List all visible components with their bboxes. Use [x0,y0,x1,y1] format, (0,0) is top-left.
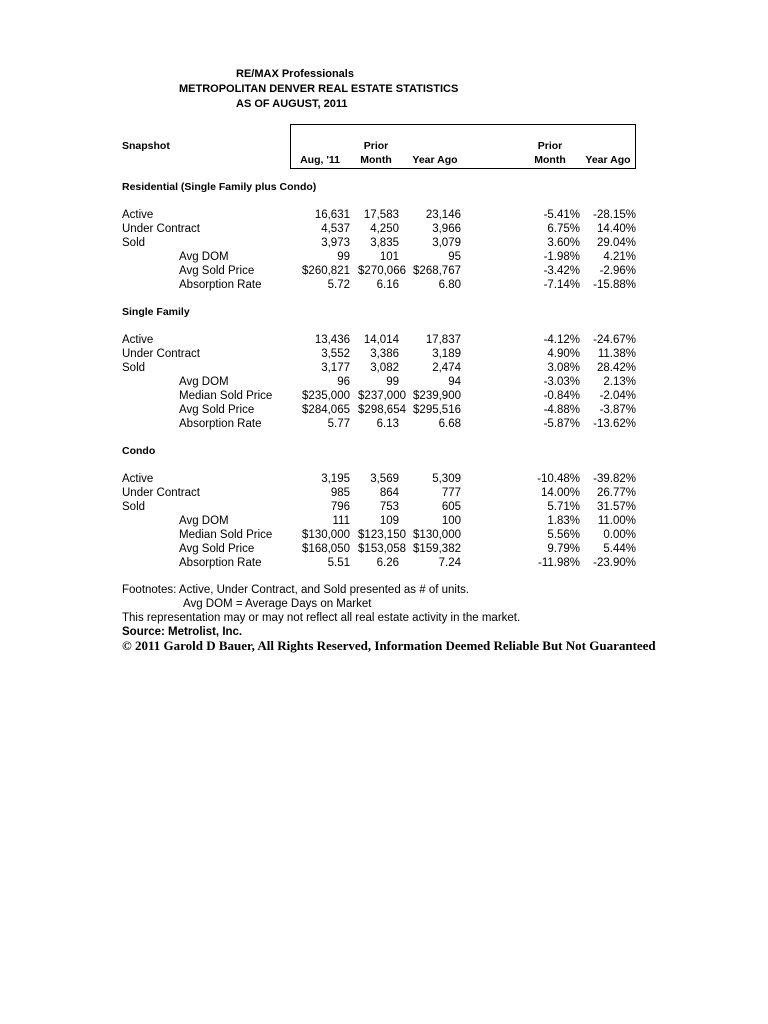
cell-pct-prior: 14.00% [540,487,580,499]
cell-pct-year: 2.13% [603,376,636,388]
cell-year: $159,382 [413,543,461,555]
row-label: Avg DOM [179,251,229,263]
cell-prior: 14,014 [363,334,399,346]
footnote-avg-dom: Avg DOM = Average Days on Market [183,598,372,610]
row-label: Absorption Rate [179,418,262,430]
cell-pct-year: -2.96% [599,265,636,277]
cell-prior: 864 [379,487,399,499]
cell-aug: 5.51 [327,557,350,569]
cell-pct-prior: -0.84% [543,390,580,402]
cell-year: $239,900 [413,390,461,402]
cell-prior: 99 [386,376,399,388]
cell-pct-prior: 6.75% [547,223,580,235]
cell-pct-year: 28.42% [596,362,636,374]
cell-pct-prior: -4.88% [543,404,580,416]
cell-aug: 3,973 [321,237,350,249]
cell-pct-prior: -7.14% [543,279,580,291]
cell-pct-year: 5.44% [603,543,636,555]
cell-pct-year: -24.67% [593,334,636,346]
copyright-notice: © 2011 Garold D Bauer, All Rights Reserved, Information Deemed Reliable But Not Guaranteed [122,638,656,653]
row-label: Absorption Rate [179,279,262,291]
cell-year: 17,837 [425,334,461,346]
source-note: Source: Metrolist, Inc. [122,626,243,638]
row-label: Absorption Rate [179,557,262,569]
cell-prior: 6.26 [376,557,399,569]
footnote-units: Footnotes: Active, Under Contract, and Sold presented as # of units. [122,584,470,596]
cell-prior: 3,082 [370,362,399,374]
row-label: Sold [122,237,146,249]
cell-year: 7.24 [438,557,461,569]
col-prior-top: Prior [363,140,389,152]
cell-year: $130,000 [413,529,461,541]
cell-pct-year: 11.00% [597,515,636,527]
cell-aug: 3,552 [321,348,350,360]
row-label: Median Sold Price [179,390,273,402]
cell-pct-year: 31.57% [596,501,636,513]
cell-aug: 4,537 [321,223,350,235]
cell-aug: 5.72 [327,279,350,291]
row-label: Under Contract [122,223,200,235]
cell-aug: $284,065 [302,404,350,416]
cell-prior: $237,000 [358,390,406,402]
cell-prior: 4,250 [370,223,399,235]
cell-pct-prior: -3.03% [543,376,580,388]
cell-aug: 3,177 [321,362,350,374]
cell-pct-year: 0.00% [603,529,636,541]
cell-aug: 99 [337,251,350,263]
snapshot-label: Snapshot [122,140,170,152]
cell-prior: $298,654 [358,404,406,416]
row-label: Avg Sold Price [179,543,255,555]
cell-pct-year: 26.77% [596,487,636,499]
section-title-single-family: Single Family [122,306,190,318]
col-pct-year-ago: Year Ago [585,154,631,166]
cell-prior: $153,058 [358,543,406,555]
section-title-residential: Residential (Single Family plus Condo) [122,181,317,193]
cell-aug: 985 [330,487,350,499]
row-label: Avg DOM [179,376,229,388]
cell-prior: 3,569 [370,473,399,485]
col-year-ago: Year Ago [412,154,458,166]
col-pct-prior-top: Prior [537,140,563,152]
cell-year: 3,966 [432,223,461,235]
col-pct-prior-bottom: Month [534,154,566,166]
cell-year: 3,189 [432,348,461,360]
cell-pct-prior: -10.48% [537,473,580,485]
cell-prior: $123,150 [358,529,406,541]
row-label: Active [122,473,154,485]
cell-prior: 6.13 [376,418,399,430]
report-title: METROPOLITAN DENVER REAL ESTATE STATISTICS [179,83,459,95]
section-title-condo: Condo [122,445,156,457]
col-aug: Aug, '11 [300,154,340,166]
cell-year: 2,474 [432,362,461,374]
row-label: Active [122,334,154,346]
cell-year: 777 [441,487,461,499]
cell-aug: 5.77 [327,418,350,430]
cell-aug: $260,821 [302,265,350,277]
col-prior-bottom: Month [360,154,392,166]
row-label: Avg Sold Price [179,265,255,277]
cell-year: 6.68 [438,418,461,430]
footnote-disclaimer: This representation may or may not reflect all real estate activity in the market. [122,612,521,624]
row-label: Sold [122,362,146,374]
cell-year: 6.80 [438,279,461,291]
row-label: Active [122,209,154,221]
cell-pct-prior: -3.42% [543,265,580,277]
cell-pct-prior: -5.87% [543,418,580,430]
row-label: Avg Sold Price [179,404,255,416]
cell-prior: 17,583 [363,209,399,221]
cell-pct-prior: 9.79% [547,543,580,555]
cell-year: 3,079 [432,237,461,249]
row-label: Median Sold Price [179,529,273,541]
cell-pct-year: -39.82% [593,473,636,485]
cell-prior: 6.16 [376,279,399,291]
cell-pct-prior: 5.71% [547,501,580,513]
cell-prior: 109 [379,515,399,527]
cell-aug: 96 [337,376,350,388]
cell-pct-year: -15.88% [593,279,636,291]
row-label: Under Contract [122,348,200,360]
cell-prior: 3,835 [370,237,399,249]
cell-aug: 796 [330,501,350,513]
cell-pct-prior: 1.83% [547,515,580,527]
cell-pct-prior: -4.12% [543,334,580,346]
cell-pct-year: 29.04% [596,237,636,249]
report-org: RE/MAX Professionals [236,68,354,80]
row-label: Under Contract [122,487,200,499]
cell-year: 100 [441,515,461,527]
cell-aug: 3,195 [321,473,350,485]
cell-aug: $168,050 [302,543,350,555]
cell-year: 23,146 [425,209,461,221]
cell-aug: $235,000 [302,390,350,402]
row-label: Avg DOM [179,515,229,527]
cell-year: 94 [448,376,461,388]
cell-pct-prior: 3.08% [547,362,580,374]
cell-pct-prior: 3.60% [547,237,580,249]
row-label: Sold [122,501,146,513]
cell-year: 95 [448,251,461,263]
cell-pct-year: 14.40% [596,223,636,235]
cell-pct-year: -3.87% [599,404,636,416]
cell-pct-prior: -11.98% [538,557,580,569]
cell-aug: 111 [332,515,350,527]
cell-prior: 3,386 [370,348,399,360]
cell-year: 605 [441,501,461,513]
cell-pct-prior: 4.90% [547,348,580,360]
cell-pct-prior: -5.41% [543,209,580,221]
cell-pct-year: -13.62% [593,418,636,430]
report-date: AS OF AUGUST, 2011 [236,98,348,110]
cell-pct-prior: 5.56% [547,529,580,541]
cell-pct-year: -2.04% [599,390,636,402]
cell-prior: $270,066 [358,265,406,277]
cell-pct-year: 4.21% [603,251,636,263]
cell-pct-year: 11.38% [597,348,636,360]
cell-pct-year: -23.90% [593,557,636,569]
cell-aug: 13,436 [314,334,350,346]
cell-pct-prior: -1.98% [543,251,580,263]
cell-year: $268,767 [413,265,461,277]
cell-aug: 16,631 [314,209,350,221]
cell-prior: 101 [379,251,399,263]
cell-prior: 753 [379,501,399,513]
cell-pct-year: -28.15% [593,209,636,221]
cell-year: 5,309 [432,473,461,485]
cell-year: $295,516 [413,404,461,416]
cell-aug: $130,000 [302,529,350,541]
